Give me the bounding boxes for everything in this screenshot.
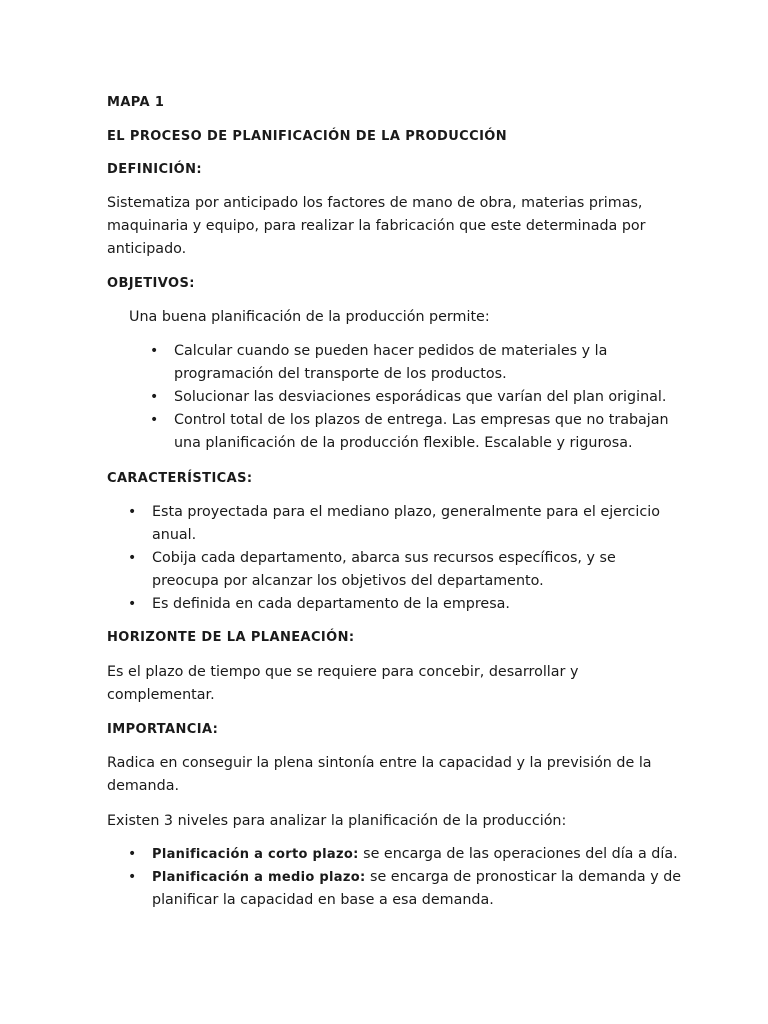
list-item: • Calcular cuando se pueden hacer pedidos de materiales y la programación del transporte de los productos.: [174, 340, 674, 386]
list-item: • Planificación a medio plazo: se encarga de pronosticar la demanda y de planificar la capacidad en base a esa demanda.: [152, 866, 672, 912]
list-item: • Solucionar las desviaciones esporádicas que varían del plan original.: [174, 386, 674, 409]
nivel-label: Planificación a medio plazo:: [152, 870, 366, 885]
bullet-icon: •: [150, 343, 159, 359]
list-item: • Esta proyectada para el mediano plazo, generalmente para el ejercicio anual.: [152, 501, 662, 547]
importancia-heading: IMPORTANCIA:: [107, 722, 219, 737]
definicion-line: Sistematiza por anticipado los factores de mano de obra, materias primas,: [107, 195, 643, 211]
bullet-icon: •: [128, 504, 137, 520]
niveles-list: [128, 843, 682, 912]
definicion-paragraph: [107, 192, 652, 261]
caracteristicas-list: [128, 501, 662, 616]
objetivos-heading: OBJETIVOS:: [107, 276, 195, 291]
map-label: MAPA 1: [107, 95, 165, 110]
objetivos-intro: Una buena planificación de la producción permite:: [129, 309, 490, 325]
niveles-intro: Existen 3 niveles para analizar la planificación de la producción:: [107, 813, 567, 829]
bullet-icon: •: [150, 412, 159, 428]
definicion-heading: DEFINICIÓN:: [107, 162, 203, 177]
bullet-icon: •: [128, 869, 137, 885]
list-item: • Es definida en cada departamento de la empresa.: [152, 593, 662, 616]
definicion-line: maquinaria y equipo, para realizar la fabricación que este determinada por: [107, 218, 646, 234]
objetivos-list: [150, 340, 674, 455]
bullet-icon: •: [128, 846, 137, 862]
horizonte-heading: HORIZONTE DE LA PLANEACIÓN:: [107, 630, 355, 645]
caracteristicas-heading: CARACTERÍSTICAS:: [107, 471, 253, 486]
bullet-icon: •: [128, 596, 137, 612]
list-item: • Planificación a corto plazo: se encarga de las operaciones del día a día.: [152, 843, 672, 866]
bullet-icon: •: [150, 389, 159, 405]
bullet-icon: •: [128, 550, 137, 566]
horizonte-paragraph: Es el plazo de tiempo que se requiere para concebir, desarrollar y complementar.: [107, 664, 579, 703]
list-item: • Cobija cada departamento, abarca sus recursos específicos, y se preocupa por alcanzar los objetivos del departamento.: [152, 547, 662, 593]
importancia-paragraph: Radica en conseguir la plena sintonía entre la capacidad y la previsión de la demanda.: [107, 755, 652, 794]
nivel-label: Planificación a corto plazo:: [152, 847, 359, 862]
document-title: EL PROCESO DE PLANIFICACIÓN DE LA PRODUCCIÓN: [107, 129, 508, 144]
definicion-line: anticipado.: [107, 241, 187, 257]
list-item: • Control total de los plazos de entrega. Las empresas que no trabajan una planificación de la producción flexible. Escalable y rigurosa.: [174, 409, 674, 455]
